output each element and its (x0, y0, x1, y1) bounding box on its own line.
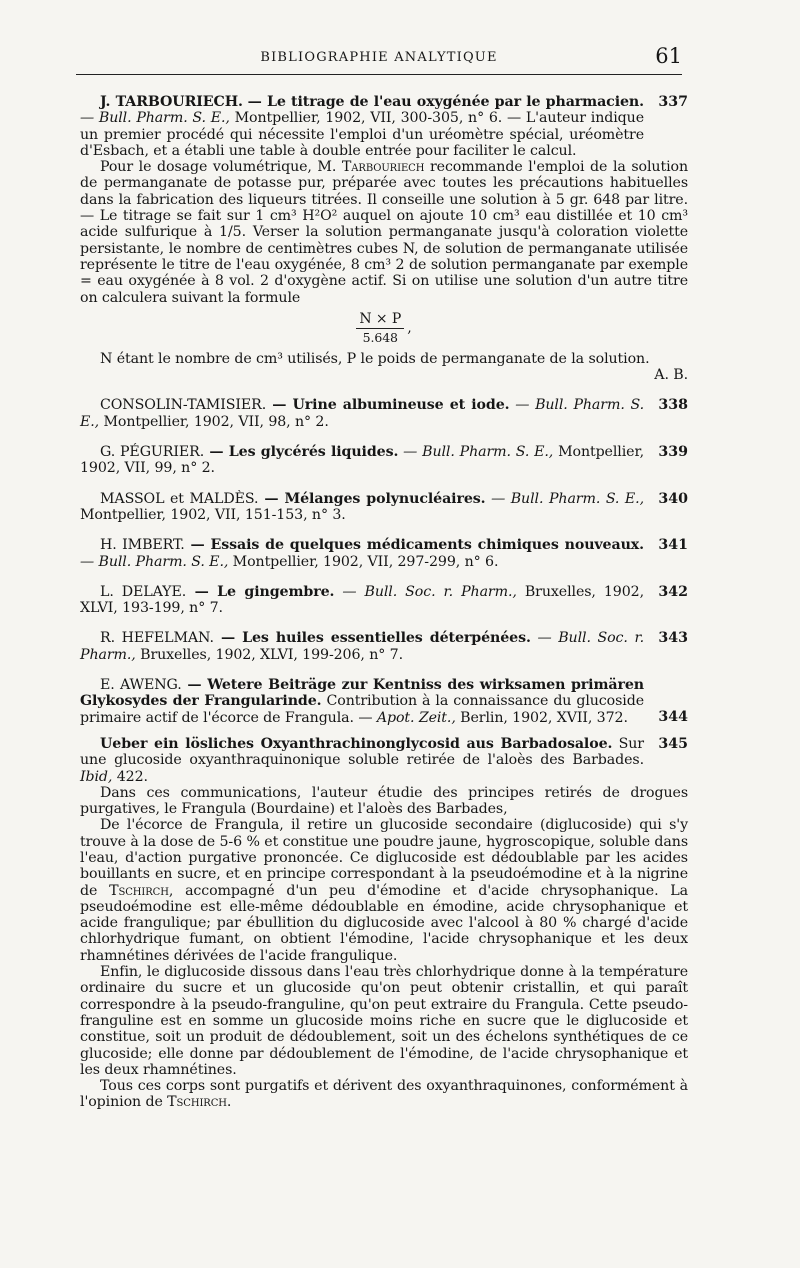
entry-author: H. IMBERT. (100, 537, 185, 554)
abstract-paragraph: Pour le dosage volumétrique, M. Tarbouriech recommande l'emploi de la solution de permanganate de potasse pur, préparée avec toutes les précautions habituelles dans la fabrication des liqueurs titrées. Il conseille une solution à 5 gr. 648 par litre. — Le titrage se fait sur 1 cm³ H²O² auquel on ajoute 10 cm³ eau distillée et 10 cm³ acide sulfurique à 1/5. Verser la solution permanganate jusqu'à coloration violette persistante, le nombre de centimètres cubes N, de solution de permanganate utilisée représente le titre de l'eau oxygénée, 8 cm³ 2 de solution permanganate par exemple = eau oxygénée à 8 vol. 2 d'oxygène actif. Si on utilise une solution d'un autre titre on calculera suivant la formule (80, 159, 688, 306)
abstract-paragraph: N étant le nombre de cm³ utilisés, P le poids de permanganate de la solution. (100, 350, 650, 367)
author-name: Tschirch (109, 882, 169, 899)
abstract-paragraph: Tous ces corps sont purgatifs et dérivent des oxyanthraquinones, conformément à l'opinion de Tschirch. (80, 1078, 688, 1111)
reviewer-initials: A. B. (654, 367, 688, 384)
entry-title: — Essais de quelques médicaments chimiques nouveaux. (184, 537, 644, 554)
entry-344 (80, 677, 688, 726)
entry-title: — Urine albumineuse et iode. (266, 397, 510, 414)
running-title: BIBLIOGRAPHIE ANALYTIQUE (260, 50, 498, 65)
abstract-paragraph: Enfin, le diglucoside dissous dans l'eau très chlorhydrique donne à la température ordinaire du sucre et un glucoside qu'on peut obtenir cristallin, et qui paraît correspondre à la pseudo-franguline, qu'on peut extraire du Frangula. Cette pseudo-franguline est en somme un glucoside moins riche en sucre que le diglucoside et constitue, soit un produit de dédoublement, soit un des échelons synthétiques de ce glucoside; elle donne par dédoublement de l'émodine, de l'acide chrysophanique et les deux rhamnétines. (80, 964, 688, 1078)
entry-title: — Le titrage de l'eau oxygénée par le pharmacien. (247, 94, 644, 110)
entry-details: Montpellier, 1902, VII, 98, n° 2. (99, 413, 329, 430)
entry-number: 345 (658, 735, 688, 752)
entry-author: J. TARBOURIECH. (100, 94, 243, 110)
entry-number: 340 (658, 490, 688, 507)
entry-source: — Bull. Pharm. S. E., (80, 553, 229, 570)
entry-source: — Bull. Soc. r. Pharm., (334, 583, 517, 600)
entry-title: — Les glycérés liquides. (204, 444, 399, 461)
entry-339 (80, 444, 688, 477)
author-name: Tarbouriech (341, 159, 425, 176)
entry-author: L. DELAYE. (100, 583, 187, 600)
entry-details: Bruxelles, 1902, XLVI, 199-206, n° 7. (135, 646, 404, 663)
entry-343 (80, 630, 688, 663)
entry-number: 337 (658, 94, 688, 110)
entry-details: Montpellier, 1902, VII, 297-299, n° 6. (228, 553, 499, 570)
entry-details: Montpellier, 1902, VII, 151-153, n° 3. (80, 506, 346, 523)
entry-source: — Bull. Pharm. S. E., (398, 444, 554, 461)
entry-source: — Bull. Soc. r. Pharm., (80, 630, 644, 663)
entry-details: Bruxelles, 1902, XLVI, 193-199, n° 7. (80, 583, 644, 617)
entry-author: G. PÉGURIER. (100, 444, 205, 461)
entry-source: Apot. Zeit., (376, 709, 456, 726)
abstract-paragraph: De l'écorce de Frangula, il retire un glucoside secondaire (diglucoside) qui s'y trouve à la dose de 5-6 % et constitue une poudre jaune, hygroscopique, soluble dans l'eau, d'action purgative prononcée. Ce diglucoside est dédoublable par les acides bouillants en sucre, et en principe correspondant à la pseudoémodine et à la nigrine de Tschirch, accompagné d'un peu d'émodine et d'acide chrysophanique. La pseudoémodine est elle-même dédoublable en émodine, acide chrysophanique et acide frangulique; par ébullition du diglucoside avec l'alcool à 80 % chargé d'acide chlorhydrique fumant, on obtient l'émodine, l'acide chrysophanique et les deux rhamnétines dérivées de l'acide frangulique. (80, 817, 688, 964)
entry-337-body (80, 159, 688, 383)
entry-number: 339 (658, 444, 688, 461)
entry-details: 422. (112, 768, 148, 785)
entry-337 (80, 94, 688, 159)
entry-345 (80, 736, 688, 785)
entry-details: Sur une glucoside oxyanthraquinonique soluble retirée de l'aloès des Barbades. (80, 735, 644, 769)
entry-author: MASSOL et MALDÈS. (100, 490, 259, 507)
entry-author: R. HEFELMAN. (100, 630, 214, 647)
entry-source: — Bull. Pharm. S. E., (485, 490, 644, 507)
entry-source: Ibid, (80, 768, 113, 785)
entry-341 (80, 537, 688, 570)
entry-title: — Les huiles essentielles déterpénées. (213, 630, 531, 647)
formula-denominator: 5.648 (362, 329, 398, 345)
page-number: 61 (655, 44, 682, 68)
abstract-paragraph: Dans ces communications, l'auteur étudie des principes retirés de drogues purgatives, le Frangula (Bourdaine) et l'aloès des Barbades, (80, 784, 688, 818)
entry-340 (80, 491, 688, 524)
entry-details: Contribution à la connaissance du glucoside primaire actif de l'écorce de Frangula. — (80, 693, 644, 726)
entry-source: — Bull. Pharm. S. E., (80, 110, 230, 127)
entry-number: 342 (658, 583, 688, 600)
entry-source: — Bull. Pharm. S. E., (80, 397, 644, 430)
entry-author: E. AWENG. (100, 677, 182, 694)
formula-numerator: N × P (356, 312, 404, 329)
entry-number: 344 (658, 709, 688, 726)
entry-title: Ueber ein lösliches Oxyanthrachinonglycosid aus Barbadosaloe. (100, 735, 613, 752)
page-content (80, 94, 688, 1111)
entry-details: Montpellier, 1902, VII, 300-305, n° 6. — L'auteur indique un premier procédé qui nécessite l'emploi d'un uréomètre spécial, uréomètre d'Esbach, et a établi une table à double entrée pour faciliter le calcul. (80, 110, 644, 159)
entry-author: CONSOLIN-TAMISIER. (100, 397, 267, 414)
entry-number: 341 (658, 537, 688, 554)
entry-title: — Le gingembre. (186, 583, 335, 600)
entry-details: Berlin, 1902, XVII, 372. (455, 709, 628, 726)
entry-number: 343 (658, 630, 688, 647)
author-name: Tschirch (167, 1094, 227, 1111)
entry-title: — Wetere Beiträge zur Kentniss des wirksamen primären Glykosydes der Frangularinde. (80, 677, 644, 710)
entry-number: 338 (658, 397, 688, 414)
entry-details: Montpellier, 1902, VII, 99, n° 2. (80, 444, 644, 477)
formula: $\frac{N \times P}{5.648}$ , (80, 312, 688, 345)
entry-title: — Mélanges polynucléaires. (258, 490, 486, 507)
entry-345-body (80, 785, 688, 1111)
entry-338 (80, 397, 688, 430)
entry-342 (80, 584, 688, 617)
page-header (76, 46, 682, 75)
